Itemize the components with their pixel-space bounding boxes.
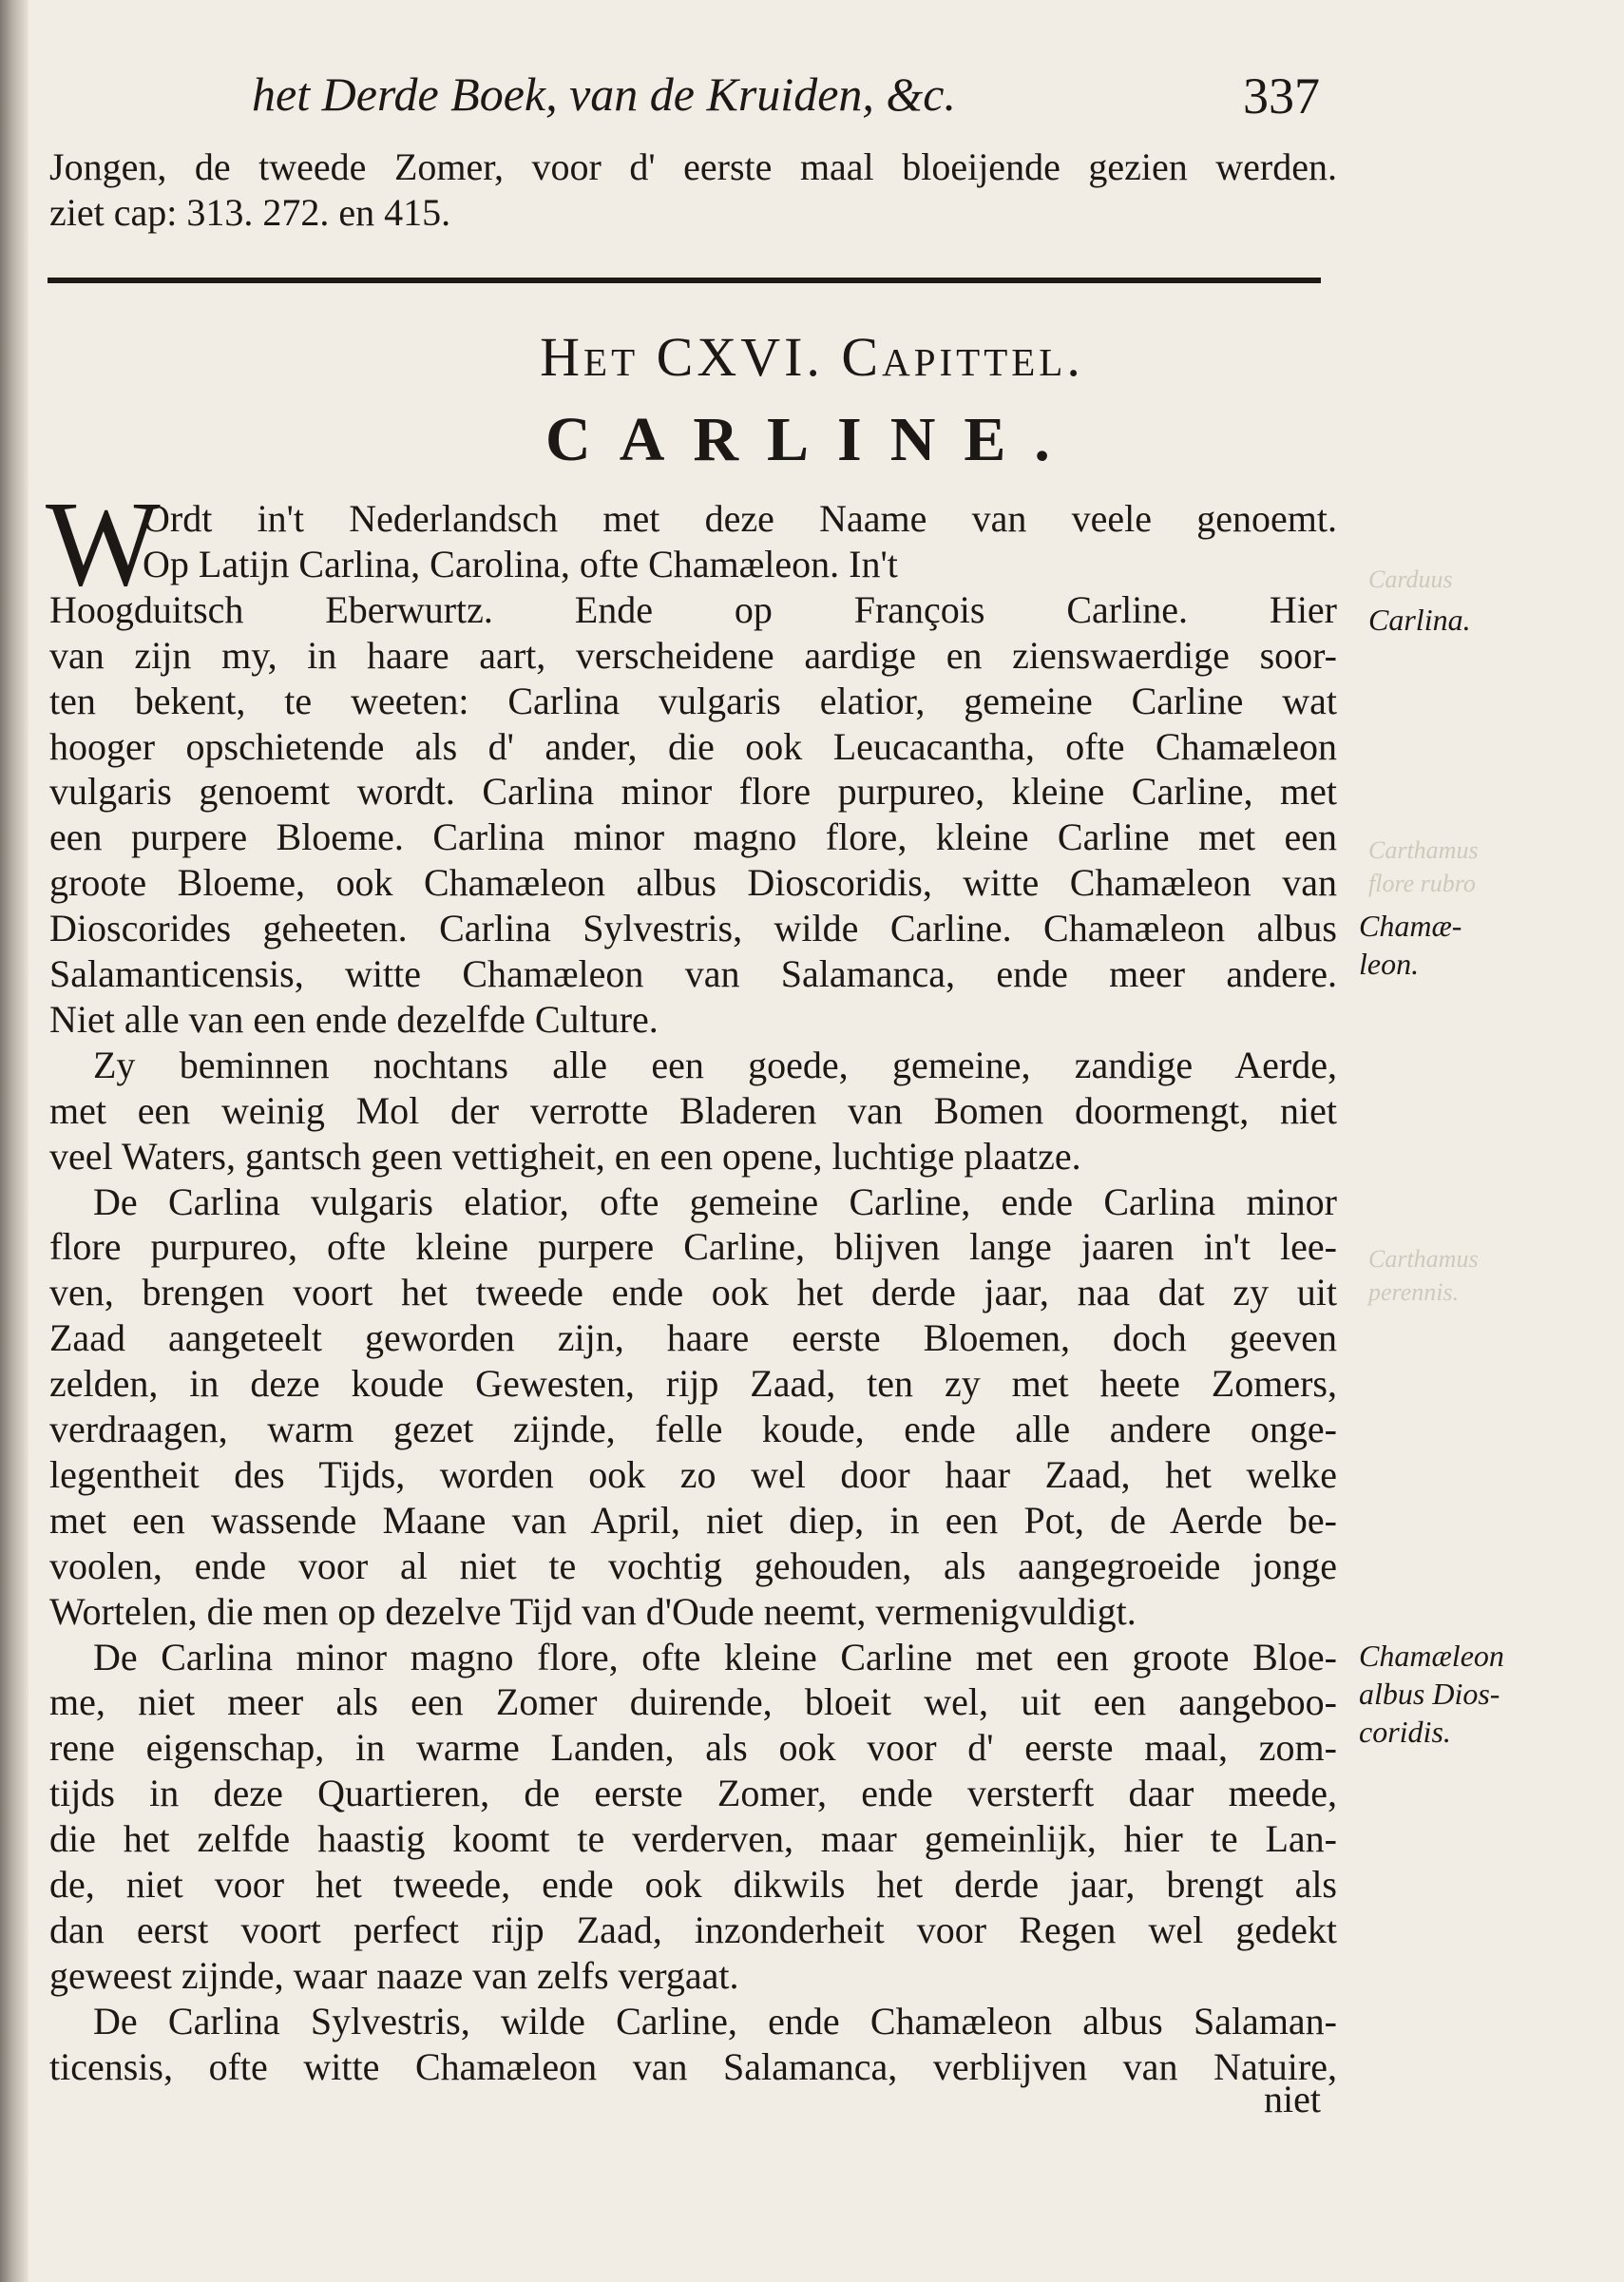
body-line: met een weinig Mol der verrotte Bladeren van Bomen doormengt, niet — [49, 1089, 1337, 1132]
show-through-text: Carthamus — [1368, 836, 1479, 864]
body-line: De Carlina minor magno flore, ofte kleine Carline met een groote Bloe- — [93, 1636, 1337, 1678]
margin-note: Chamæleon — [1359, 1639, 1504, 1673]
body-line: vulgaris genoemt wordt. Carlina minor flore purpureo, kleine Carline, met — [49, 770, 1337, 813]
margin-note: albus Dios- — [1359, 1677, 1500, 1711]
body-line: flore purpureo, ofte kleine purpere Carline, blijven lange jaaren in't lee- — [49, 1225, 1337, 1268]
show-through-text: perennis. — [1368, 1278, 1460, 1306]
margin-note: leon. — [1359, 947, 1420, 981]
body-line: Hoogduitsch Eberwurtz. Ende op François Carline. Hier — [49, 588, 1337, 631]
drop-cap: W — [46, 476, 161, 611]
body-line: zelden, in deze koude Gewesten, rijp Zaad, ten zy met heete Zomers, — [49, 1362, 1337, 1405]
body-line: van zijn my, in haare aart, verscheidene aardige en zienswaerdige soor- — [49, 634, 1337, 677]
body-line: Ordt in't Nederlandsch met deze Naame van veele genoemt. — [143, 497, 1337, 540]
catchword: niet — [1264, 2078, 1321, 2120]
body-line: tijds in deze Quartieren, de eerste Zomer, ende versterft daar meede, — [49, 1772, 1337, 1814]
chapter-title: CARLINE. — [545, 405, 1079, 474]
chapter-number: Het CXVI. Capittel. — [540, 326, 1084, 388]
body-line: met een wassende Maane van April, niet diep, in een Pot, de Aerde be- — [49, 1499, 1337, 1542]
show-through-text: Carduus — [1368, 566, 1453, 593]
body-line: Dioscorides geheeten. Carlina Sylvestris, wilde Carline. Chamæleon albus — [49, 907, 1337, 949]
body-line: Wortelen, die men op dezelve Tijd van d'Oude neemt, vermenigvuldigt. — [49, 1590, 1137, 1633]
body-line: groote Bloeme, ook Chamæleon albus Dioscoridis, witte Chamæleon van — [49, 861, 1337, 904]
body-line: de, niet voor het tweede, ende ook dikwils het derde jaar, brengt als — [49, 1863, 1337, 1906]
body-line: De Carlina Sylvestris, wilde Carline, ende Chamæleon albus Salaman- — [93, 2000, 1337, 2042]
body-line: verdraagen, warm gezet zijnde, felle koude, ende alle andere onge- — [49, 1408, 1337, 1450]
body-line: Niet alle van een ende dezelfde Culture. — [49, 998, 659, 1041]
show-through-text: flore rubro — [1368, 870, 1476, 897]
body-line: hooger opschietende als d' ander, die ook Leucacantha, ofte Chamæleon — [49, 725, 1337, 768]
body-line: die het zelfde haastig koomt te verderven, maar gemeinlijk, hier te Lan- — [49, 1817, 1337, 1860]
body-line: Op Latijn Carlina, Carolina, ofte Chamæleon. In't — [143, 543, 898, 585]
body-line: voolen, ende voor al niet te vochtig gehouden, als aangegroeide jonge — [49, 1544, 1337, 1587]
margin-note: Carlina. — [1368, 603, 1471, 637]
body-line: legentheit des Tijds, worden ook zo wel door haar Zaad, het welke — [49, 1453, 1337, 1496]
margin-note: Chamæ- — [1359, 909, 1462, 943]
body-line: Zy beminnen nochtans alle een goede, gemeine, zandige Aerde, — [93, 1044, 1337, 1086]
body-line: rene eigenschap, in warme Landen, als ook voor d' eerste maal, zom- — [49, 1726, 1337, 1769]
margin-note: coridis. — [1359, 1715, 1451, 1749]
body-line: ten bekent, te weeten: Carlina vulgaris elatior, gemeine Carline wat — [49, 680, 1337, 722]
show-through-text: Carthamus — [1368, 1245, 1479, 1273]
body-line: Zaad aangeteelt geworden zijn, haare eerste Bloemen, doch geeven — [49, 1316, 1337, 1359]
running-head: het Derde Boek, van de Kruiden, &c. — [252, 67, 956, 121]
section-rule — [48, 278, 1321, 283]
body-line: ticensis, ofte witte Chamæleon van Salamanca, verblijven van Natuire, — [49, 2045, 1337, 2088]
intro-line: ziet cap: 313. 272. en 415. — [49, 191, 451, 234]
page-number: 337 — [1243, 67, 1320, 125]
body-line: me, niet meer als een Zomer duirende, bloeit wel, uit een aangeboo- — [49, 1680, 1337, 1723]
intro-line: Jongen, de tweede Zomer, voor d' eerste maal bloeijende gezien werden. — [49, 145, 1337, 188]
body-line: De Carlina vulgaris elatior, ofte gemeine Carline, ende Carlina minor — [93, 1180, 1337, 1223]
body-line: veel Waters, gantsch geen vettigheit, en een opene, luchtige plaatze. — [49, 1135, 1081, 1178]
body-line: dan eerst voort perfect rijp Zaad, inzonderheit voor Regen wel gedekt — [49, 1908, 1337, 1951]
body-line: geweest zijnde, waar naaze van zelfs vergaat. — [49, 1954, 739, 1997]
body-line: Salamanticensis, witte Chamæleon van Salamanca, ende meer andere. — [49, 952, 1337, 995]
body-line: ven, brengen voort het tweede ende ook het derde jaar, naa dat zy uit — [49, 1271, 1337, 1314]
body-line: een purpere Bloeme. Carlina minor magno flore, kleine Carline met een — [49, 815, 1337, 858]
